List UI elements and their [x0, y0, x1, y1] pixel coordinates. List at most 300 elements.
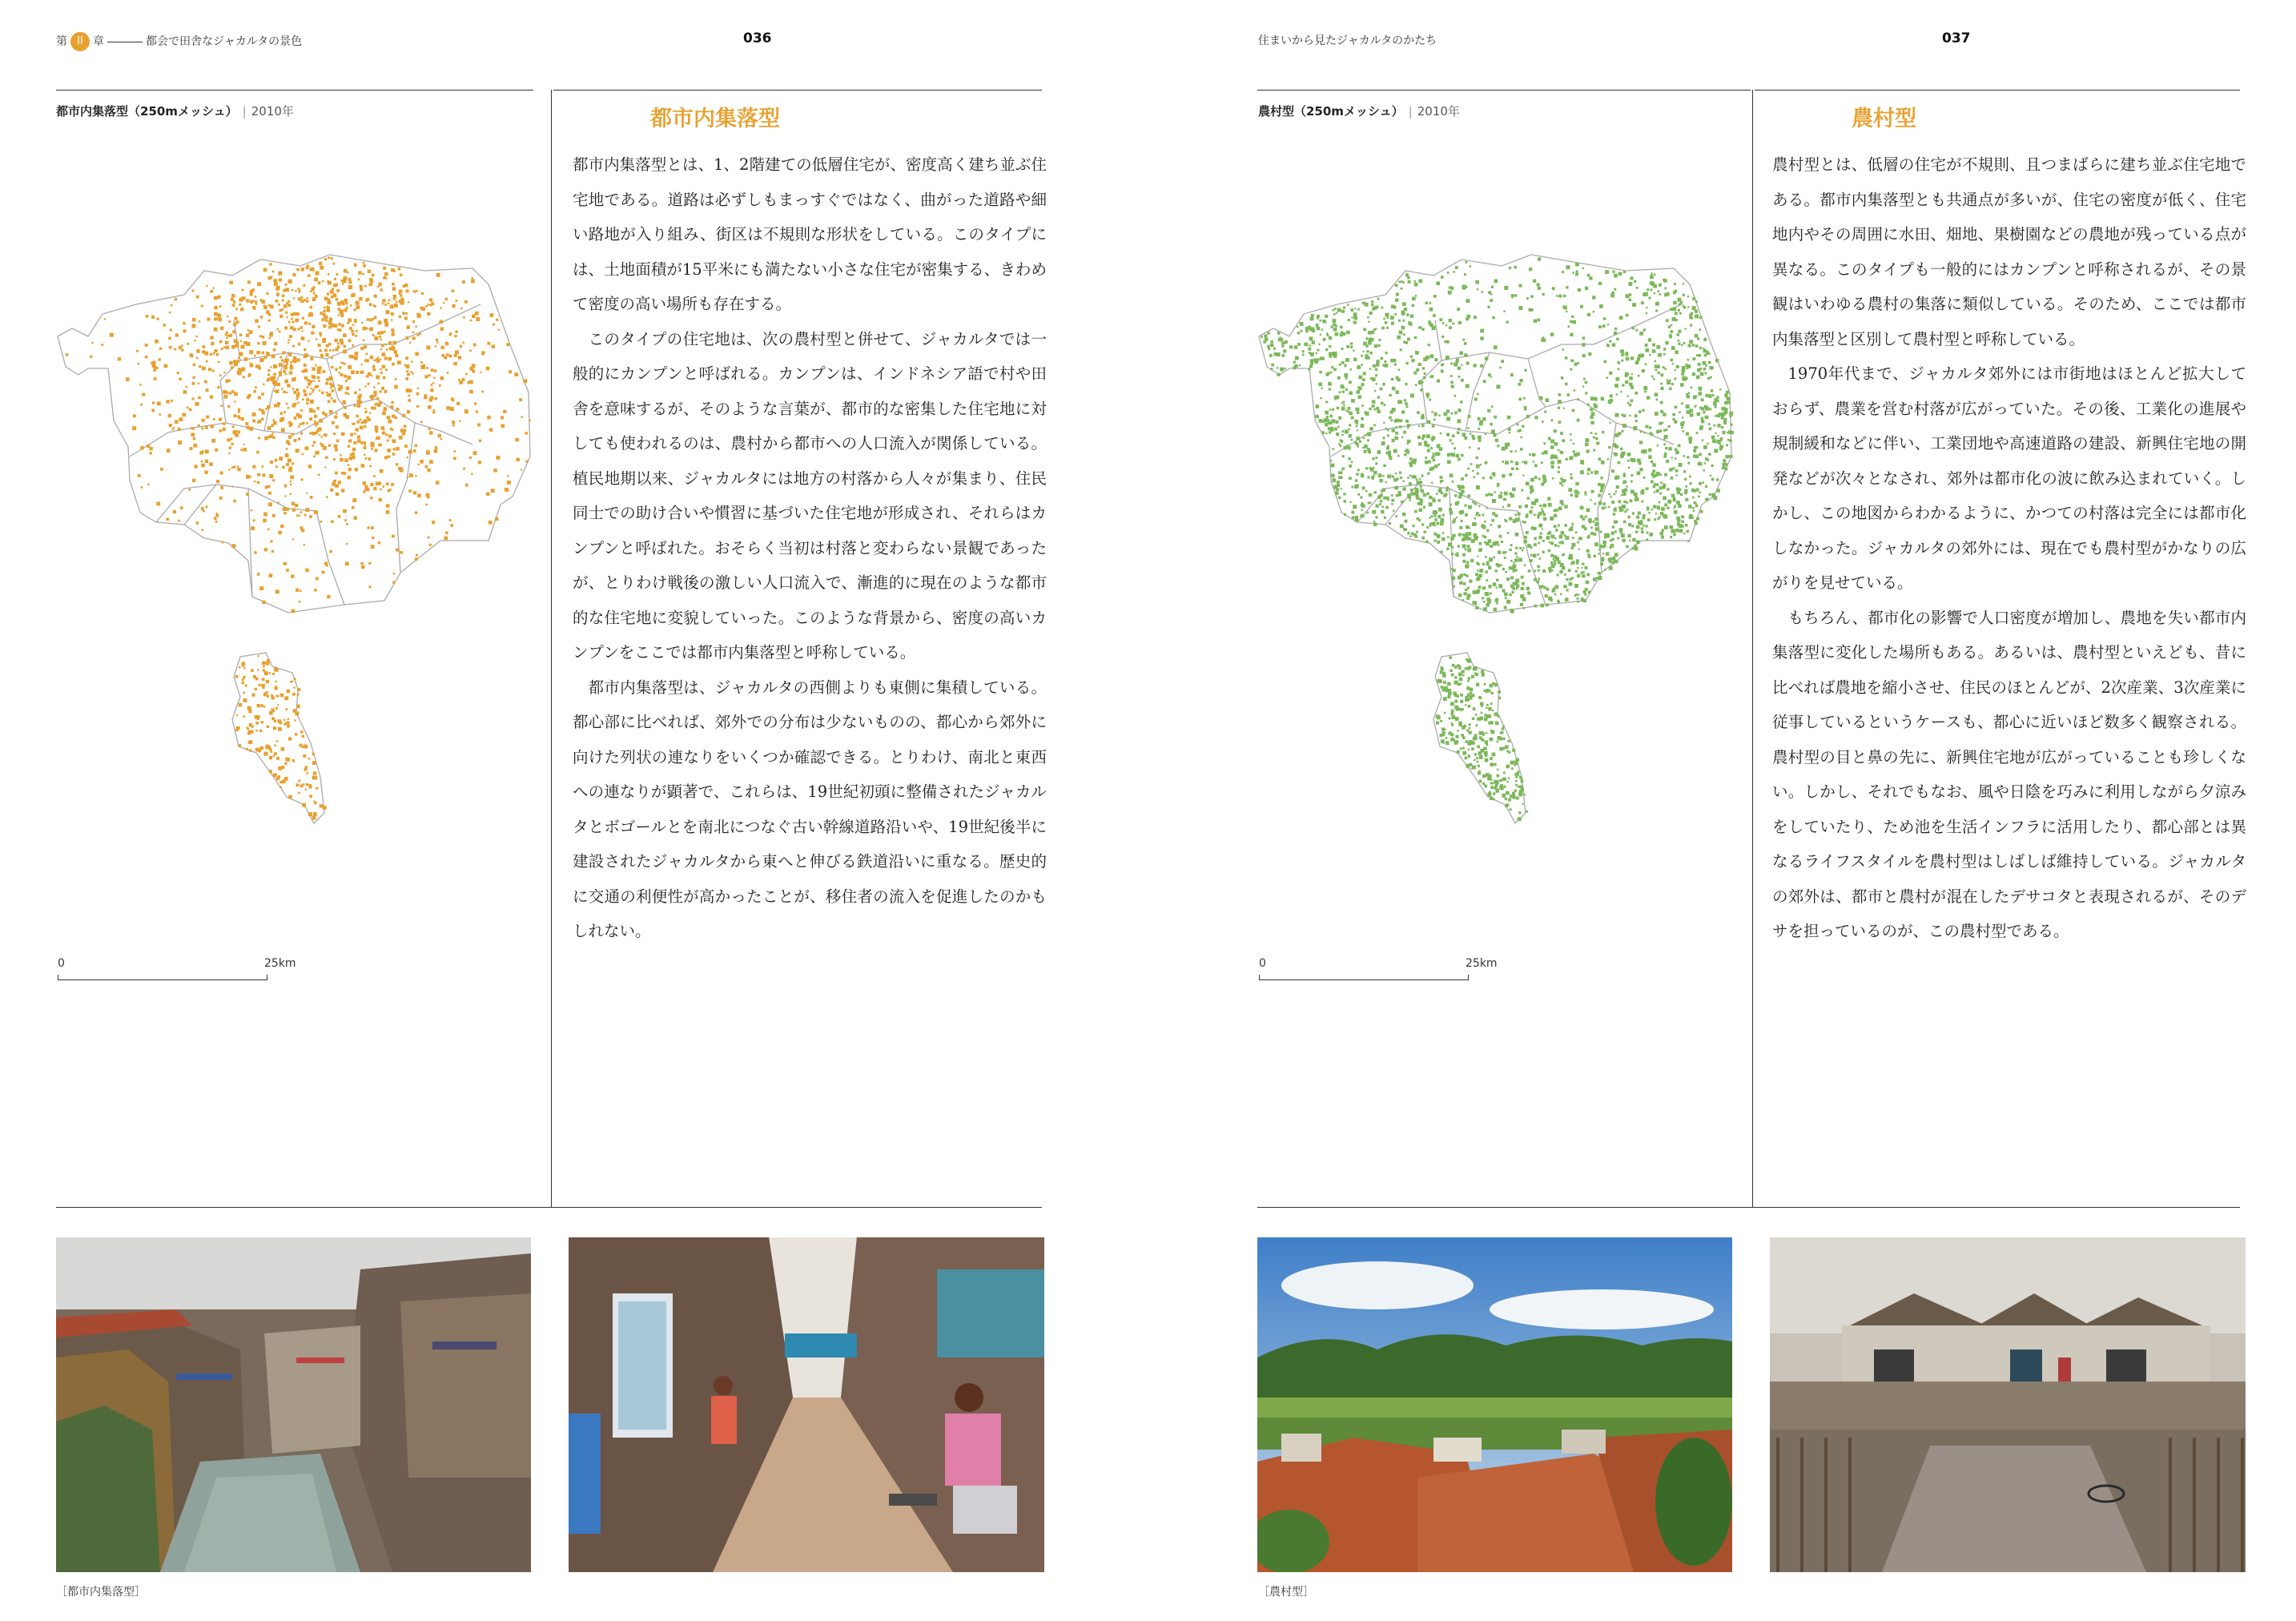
map-dot	[1451, 443, 1454, 445]
map-dot	[1534, 537, 1537, 541]
map-dot	[1310, 352, 1314, 356]
map-dot	[267, 405, 270, 408]
map-dot	[345, 392, 348, 394]
map-dot	[1373, 306, 1377, 309]
map-dot	[1486, 529, 1489, 532]
map-dot	[1371, 300, 1373, 303]
map-dot	[169, 346, 172, 349]
map-dot	[1376, 360, 1379, 363]
map-dot	[1341, 440, 1344, 443]
map-dot	[425, 504, 428, 506]
map-dot	[391, 483, 394, 486]
map-dot	[1681, 344, 1683, 346]
map-dot	[1599, 304, 1603, 308]
map-dot	[1542, 569, 1546, 573]
map-dot	[1447, 453, 1450, 457]
map-dot	[1310, 317, 1314, 321]
map-dot	[255, 296, 257, 298]
map-dot	[284, 364, 288, 368]
map-dot	[1395, 426, 1397, 428]
map-dot	[1703, 481, 1705, 484]
map-dot	[1674, 510, 1678, 514]
map-dot	[395, 354, 398, 357]
map-dot	[257, 282, 261, 286]
map-dot	[146, 315, 149, 318]
map-dot	[1429, 502, 1433, 506]
map-dot	[1351, 511, 1354, 514]
map-dot	[313, 286, 316, 288]
map-dot	[1398, 320, 1401, 322]
map-dot	[1510, 577, 1514, 580]
map-dot	[139, 384, 141, 385]
map-dot	[1472, 501, 1474, 503]
map-dot	[1598, 576, 1602, 580]
map-dot	[1514, 569, 1517, 571]
map-dot	[1454, 700, 1458, 703]
map-dot	[1351, 399, 1355, 403]
map-dot	[1701, 398, 1704, 401]
map-dot	[1409, 457, 1413, 461]
map-dot	[141, 486, 143, 489]
map-dot	[1668, 447, 1671, 450]
map-dot	[215, 521, 218, 523]
map-dot	[1470, 432, 1472, 435]
map-dot	[1715, 432, 1717, 434]
map-dot	[1490, 593, 1492, 595]
map-dot	[1580, 506, 1584, 510]
map-dot	[1490, 423, 1493, 426]
map-dot	[1458, 682, 1461, 686]
map-dot	[1726, 444, 1728, 446]
map-dot	[1655, 412, 1657, 414]
map-dot	[260, 299, 263, 301]
map-dot	[1594, 471, 1598, 475]
map-dot	[473, 344, 476, 347]
map-dot	[1543, 481, 1546, 484]
map-dot	[1692, 372, 1695, 376]
map-dot	[183, 390, 187, 394]
map-dot	[1442, 480, 1444, 482]
map-dot	[201, 464, 205, 468]
map-dot	[521, 416, 523, 418]
map-dot	[1720, 440, 1723, 442]
map-dot	[368, 526, 370, 529]
map-dot	[300, 326, 303, 329]
map-dot	[1658, 353, 1662, 357]
map-dot	[294, 719, 296, 722]
map-dot	[1573, 272, 1575, 274]
map-dot	[1594, 397, 1598, 401]
map-dot	[1462, 545, 1466, 549]
map-dot	[1653, 485, 1656, 489]
map-dot	[1643, 328, 1646, 331]
map-dot	[1387, 475, 1391, 479]
map-dot	[400, 294, 402, 296]
map-dot	[348, 365, 352, 369]
map-dot	[298, 415, 302, 419]
map-dot	[1460, 700, 1463, 703]
map-dot	[1566, 458, 1568, 461]
map-dot	[1534, 514, 1536, 517]
map-dot	[1479, 731, 1483, 735]
map-dot	[371, 280, 373, 282]
map-dot	[1622, 489, 1626, 493]
map-dot	[1449, 656, 1452, 659]
map-dot	[274, 745, 276, 747]
map-dot	[1675, 457, 1677, 460]
map-dot	[279, 412, 283, 415]
map-dot	[1277, 332, 1281, 335]
map-dot	[216, 480, 219, 483]
map-dot	[1532, 453, 1535, 457]
map-dot	[290, 326, 293, 329]
map-dot	[1554, 429, 1557, 432]
map-dot	[1449, 731, 1453, 735]
map-dot	[1534, 543, 1537, 546]
map-dot	[250, 730, 253, 734]
map-dot	[1704, 462, 1706, 464]
map-dot	[271, 709, 275, 713]
map-dot	[1385, 481, 1386, 483]
map-dot	[1623, 501, 1626, 503]
map-dot	[1628, 282, 1632, 286]
map-dot	[229, 447, 231, 449]
map-dot	[1680, 422, 1684, 426]
map-dot	[395, 304, 397, 307]
scale-bar-line	[58, 975, 267, 980]
map-dot	[250, 293, 252, 296]
map-dot	[392, 287, 396, 291]
map-dot	[1491, 405, 1494, 408]
map-dot	[1602, 431, 1604, 433]
map-dot	[391, 320, 392, 321]
map-dot	[286, 508, 289, 511]
map-dot	[364, 444, 366, 446]
map-dot	[357, 404, 361, 408]
map-dot	[1462, 736, 1466, 739]
map-dot	[1647, 532, 1649, 534]
map-dot	[1520, 448, 1523, 451]
map-dot	[257, 421, 259, 424]
map-dot	[1627, 516, 1631, 519]
map-dot	[1679, 312, 1682, 315]
map-dot	[1498, 551, 1501, 554]
map-dot	[338, 323, 341, 326]
map-dot	[1621, 414, 1623, 416]
map-dot	[1522, 549, 1523, 551]
map-dot	[251, 427, 254, 430]
map-dot	[1533, 280, 1536, 283]
map-dot	[405, 312, 408, 315]
map-dot	[252, 465, 255, 469]
map-dot	[1574, 491, 1577, 493]
map-dot	[1430, 324, 1433, 327]
map-dot	[296, 388, 299, 392]
map-dot	[350, 434, 352, 436]
map-dot	[1537, 319, 1540, 322]
map-dot	[261, 418, 263, 420]
map-dot	[312, 375, 315, 378]
map-dot	[1614, 384, 1618, 388]
map-dot	[1631, 327, 1635, 330]
map-dot	[1518, 558, 1522, 562]
map-dot	[1619, 509, 1622, 512]
map-dot	[1582, 336, 1586, 340]
map-dot	[245, 685, 247, 687]
map-dot	[1457, 308, 1460, 311]
map-dot	[1538, 524, 1542, 528]
map-dot	[1663, 497, 1667, 501]
map-dot	[1486, 579, 1488, 581]
map-dot	[261, 409, 264, 412]
map-dot	[1550, 445, 1554, 448]
map-dot	[1505, 571, 1507, 573]
map-dot	[1486, 561, 1489, 564]
map-dot	[1622, 505, 1626, 509]
map-dot	[380, 444, 382, 445]
map-dot	[1627, 453, 1631, 457]
map-dot	[319, 389, 320, 391]
map-dot	[263, 519, 267, 523]
map-dot	[1565, 383, 1568, 386]
map-dot	[1361, 424, 1365, 428]
map-dot	[351, 355, 354, 358]
map-dot	[275, 589, 279, 593]
map-dot	[1269, 354, 1273, 357]
map-dot	[1365, 337, 1368, 340]
map-dot	[218, 361, 220, 364]
map-dot	[1501, 541, 1503, 543]
map-dot	[1391, 503, 1393, 505]
map-dot	[246, 493, 249, 496]
map-dot	[411, 361, 412, 363]
map-dot	[1614, 328, 1617, 330]
map-dot	[1679, 489, 1682, 492]
map-dot	[336, 298, 338, 300]
map-dot	[1674, 420, 1677, 424]
map-dot	[1404, 528, 1407, 531]
map-dot	[1519, 547, 1522, 549]
map-dot	[1465, 474, 1468, 477]
map-dot	[1456, 358, 1459, 361]
map-dot	[1531, 506, 1534, 509]
map-dot	[416, 554, 418, 557]
map-dot	[1293, 361, 1296, 364]
map-dot	[1334, 428, 1337, 431]
map-dot	[263, 268, 267, 272]
map-dot	[368, 270, 371, 273]
map-dot	[1490, 786, 1494, 789]
map-dot	[1372, 510, 1376, 514]
map-dot	[254, 481, 255, 482]
map-dot	[1527, 591, 1530, 594]
map-dot	[320, 436, 322, 437]
map-dot	[320, 312, 323, 315]
map-dot	[1451, 546, 1454, 549]
map-dot	[1659, 293, 1662, 296]
map-dot	[1571, 523, 1574, 525]
map-dot	[278, 272, 282, 276]
map-dot	[1593, 577, 1596, 581]
map-dot	[380, 348, 382, 350]
map-dot	[295, 319, 299, 323]
map-dot	[1542, 475, 1546, 479]
map-dot	[239, 417, 241, 420]
map-dot	[1591, 412, 1595, 416]
map-dot	[1409, 536, 1411, 537]
map-dot	[1679, 463, 1683, 467]
map-dot	[1360, 497, 1362, 499]
map-dot	[1580, 470, 1584, 474]
map-dot	[306, 300, 308, 302]
map-dot	[373, 386, 375, 388]
map-dot	[152, 365, 155, 368]
map-dot	[415, 475, 416, 477]
map-dot	[1390, 316, 1394, 320]
map-dot	[1674, 377, 1676, 380]
map-dot	[1695, 344, 1699, 348]
map-dot	[1705, 485, 1707, 488]
map-dot	[1340, 488, 1341, 489]
map-dot	[282, 351, 285, 354]
map-dot	[1555, 529, 1558, 531]
map-dot	[281, 428, 285, 432]
map-dot	[267, 373, 270, 376]
map-dot	[316, 385, 319, 388]
map-dot	[1350, 308, 1353, 312]
map-dot	[1669, 468, 1672, 471]
map-dot	[1440, 720, 1442, 722]
map-dot	[428, 405, 432, 409]
map-dot	[307, 386, 309, 388]
map-dot	[258, 436, 260, 439]
map-dot	[227, 335, 228, 336]
map-dot	[1374, 491, 1377, 493]
map-dot	[331, 366, 333, 368]
map-dot	[1424, 531, 1426, 533]
map-dot	[278, 304, 280, 306]
map-dot	[1675, 369, 1676, 371]
map-dot	[1350, 346, 1353, 348]
map-dot	[472, 315, 476, 319]
map-dot	[1508, 428, 1511, 431]
map-dot	[275, 465, 278, 468]
map-dot	[1554, 544, 1557, 546]
map-dot	[1458, 533, 1462, 537]
map-dot	[444, 537, 448, 541]
map-dot	[454, 354, 457, 357]
map-dot	[1705, 364, 1707, 367]
map-dot	[1381, 307, 1383, 309]
map-dot	[213, 418, 215, 420]
map-dot	[302, 317, 304, 320]
map-dot	[1424, 443, 1427, 446]
map-dot	[347, 272, 348, 273]
map-dot	[1451, 724, 1454, 726]
map-dot	[1627, 395, 1629, 396]
map-dot	[1264, 334, 1267, 337]
map-dot	[385, 433, 388, 436]
map-dot	[1585, 287, 1588, 290]
map-dot	[1333, 313, 1336, 316]
map-dot	[1664, 525, 1668, 529]
map-dot	[1689, 408, 1693, 412]
map-dot	[1460, 709, 1462, 711]
map-dot	[1696, 354, 1699, 356]
map-dot	[1583, 590, 1586, 593]
map-dot	[1683, 305, 1685, 308]
map-dot	[380, 288, 382, 291]
map-dot	[1518, 306, 1522, 310]
map-dot	[436, 339, 438, 341]
map-dot	[1521, 587, 1524, 590]
map-dot	[1488, 777, 1492, 781]
map-dot	[1707, 352, 1710, 355]
map-dot	[1635, 392, 1638, 395]
map-dot	[344, 458, 348, 462]
map-dot	[254, 390, 257, 393]
map-dot	[136, 350, 139, 352]
map-dot	[1482, 563, 1485, 565]
map-dot	[1558, 525, 1560, 527]
map-dot	[392, 283, 395, 286]
map-dot	[1539, 557, 1542, 560]
map-dot	[421, 292, 424, 295]
map-dot	[1454, 741, 1458, 744]
map-dot	[1521, 489, 1523, 492]
map-dot	[1431, 515, 1433, 517]
map-dot	[278, 695, 279, 697]
map-dot	[1673, 533, 1675, 536]
map-dot	[1362, 486, 1365, 489]
map-dot	[443, 302, 444, 304]
map-dot	[1670, 330, 1673, 333]
map-dot	[1596, 577, 1598, 579]
map-dot	[1460, 748, 1462, 750]
map-dot	[1441, 370, 1444, 373]
map-dot	[290, 476, 294, 480]
map-dot	[1373, 523, 1377, 526]
map-dot	[1475, 714, 1478, 716]
map-dot	[1622, 481, 1625, 484]
map-dot	[1483, 747, 1486, 750]
map-dot	[1546, 604, 1549, 607]
map-dot	[361, 322, 363, 324]
map-dot	[1655, 302, 1659, 306]
map-dot	[1643, 432, 1645, 433]
map-dot	[202, 419, 205, 422]
map-dot	[1651, 509, 1653, 510]
map-dot	[1329, 355, 1332, 358]
map-dot	[1664, 368, 1667, 370]
map-dot	[132, 426, 136, 430]
map-dot	[1502, 447, 1506, 451]
map-dot	[335, 448, 338, 452]
map-dot	[1302, 354, 1305, 356]
map-dot	[283, 512, 286, 514]
map-dot	[1689, 441, 1692, 444]
map-dot	[1329, 345, 1331, 348]
map-dot	[222, 541, 224, 544]
map-dot	[1271, 368, 1273, 370]
map-dot	[292, 509, 296, 512]
map-dot	[206, 360, 208, 363]
map-dot	[432, 411, 435, 413]
map-dot	[1612, 344, 1615, 347]
map-dot	[288, 342, 289, 344]
map-dot	[1681, 427, 1683, 429]
map-dot	[1317, 317, 1319, 320]
